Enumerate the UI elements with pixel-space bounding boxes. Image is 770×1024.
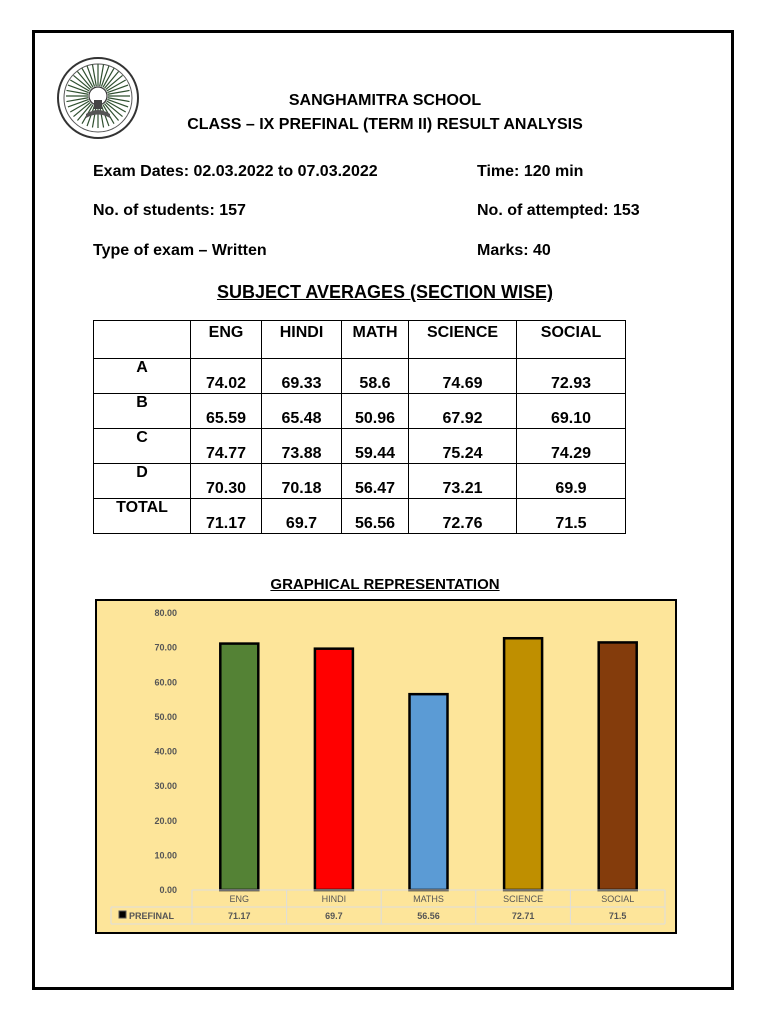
row-label: D (94, 464, 191, 499)
table-cell: 74.77 (191, 429, 262, 464)
y-tick-label: 70.00 (154, 642, 177, 653)
data-value-label: 56.56 (417, 911, 440, 921)
table-cell: 69.9 (517, 464, 626, 499)
table-cell: 74.29 (517, 429, 626, 464)
bar (599, 642, 637, 890)
bar (410, 694, 448, 890)
table-cell: 71.5 (517, 499, 626, 534)
y-tick-label: 10.00 (154, 850, 177, 861)
subject-averages-table (93, 320, 626, 534)
row-label: B (94, 394, 191, 429)
table-cell: 65.59 (191, 394, 262, 429)
table-cell: 56.47 (342, 464, 409, 499)
table-row (94, 394, 626, 429)
series-name-label: PREFINAL (129, 911, 174, 921)
bar (315, 649, 353, 890)
header-cell (94, 321, 191, 359)
data-value-label: 69.7 (325, 911, 343, 921)
header-cell: ENG (191, 321, 262, 359)
table-cell: 50.96 (342, 394, 409, 429)
row-label: C (94, 429, 191, 464)
row-label: TOTAL (94, 499, 191, 534)
table-cell: 65.48 (262, 394, 342, 429)
table-cell: 73.21 (409, 464, 517, 499)
table-row (94, 464, 626, 499)
category-label: ENG (229, 894, 250, 904)
student-count: No. of students: 157 (93, 202, 246, 219)
table-cell: 74.69 (409, 359, 517, 394)
table-cell: 72.76 (409, 499, 517, 534)
header-cell: SOCIAL (517, 321, 626, 359)
table-cell: 67.92 (409, 394, 517, 429)
header-cell: MATH (342, 321, 409, 359)
table-cell: 58.6 (342, 359, 409, 394)
exam-time: Time: 120 min (477, 163, 584, 180)
category-label: MATHS (413, 894, 444, 904)
data-value-label: 72.71 (511, 911, 535, 921)
table-row-total (94, 499, 626, 534)
table-cell: 69.33 (262, 359, 342, 394)
y-tick-label: 80.00 (154, 608, 177, 618)
y-tick-label: 50.00 (154, 711, 177, 722)
total-marks: Marks: 40 (477, 242, 551, 259)
table-row (94, 429, 626, 464)
table-heading: SUBJECT AVERAGES (SECTION WISE) (216, 282, 554, 302)
exam-type: Type of exam – Written (93, 242, 267, 259)
y-tick-label: 30.00 (154, 781, 177, 792)
bar-chart-svg (97, 601, 675, 932)
table-cell: 74.02 (191, 359, 262, 394)
table-cell: 71.17 (191, 499, 262, 534)
legend-key (119, 911, 126, 918)
bar (220, 644, 258, 890)
bar-chart (95, 599, 677, 934)
chart-heading: GRAPHICAL REPRESENTATION (270, 576, 500, 593)
y-tick-label: 20.00 (154, 815, 177, 826)
table-cell: 70.18 (262, 464, 342, 499)
table-cell: 70.30 (191, 464, 262, 499)
school-name: SANGHAMITRA SCHOOL (288, 92, 482, 109)
category-label: HINDI (321, 894, 347, 904)
table-cell: 75.24 (409, 429, 517, 464)
header-cell: HINDI (262, 321, 342, 359)
data-value-label: 71.5 (608, 911, 627, 921)
y-tick-label: 40.00 (154, 746, 177, 757)
table-cell: 69.7 (262, 499, 342, 534)
data-value-label: 71.17 (228, 911, 251, 921)
table-cell: 73.88 (262, 429, 342, 464)
table-cell: 59.44 (342, 429, 409, 464)
exam-dates: Exam Dates: 02.03.2022 to 07.03.2022 (93, 163, 378, 180)
table-cell: 72.93 (517, 359, 626, 394)
table-cell: 69.10 (517, 394, 626, 429)
table-header-row (94, 321, 626, 359)
header-cell: SCIENCE (409, 321, 517, 359)
report-title: CLASS – IX PREFINAL (TERM II) RESULT ANALYSIS (187, 116, 583, 133)
category-label: SCIENCE (503, 894, 544, 904)
y-tick-label: 0.00 (159, 885, 177, 895)
table-row (94, 359, 626, 394)
bar (504, 638, 542, 890)
row-label: A (94, 359, 191, 394)
table-cell: 56.56 (342, 499, 409, 534)
y-tick-label: 60.00 (154, 677, 177, 688)
category-label: SOCIAL (601, 894, 635, 904)
attempted-count: No. of attempted: 153 (477, 202, 640, 219)
